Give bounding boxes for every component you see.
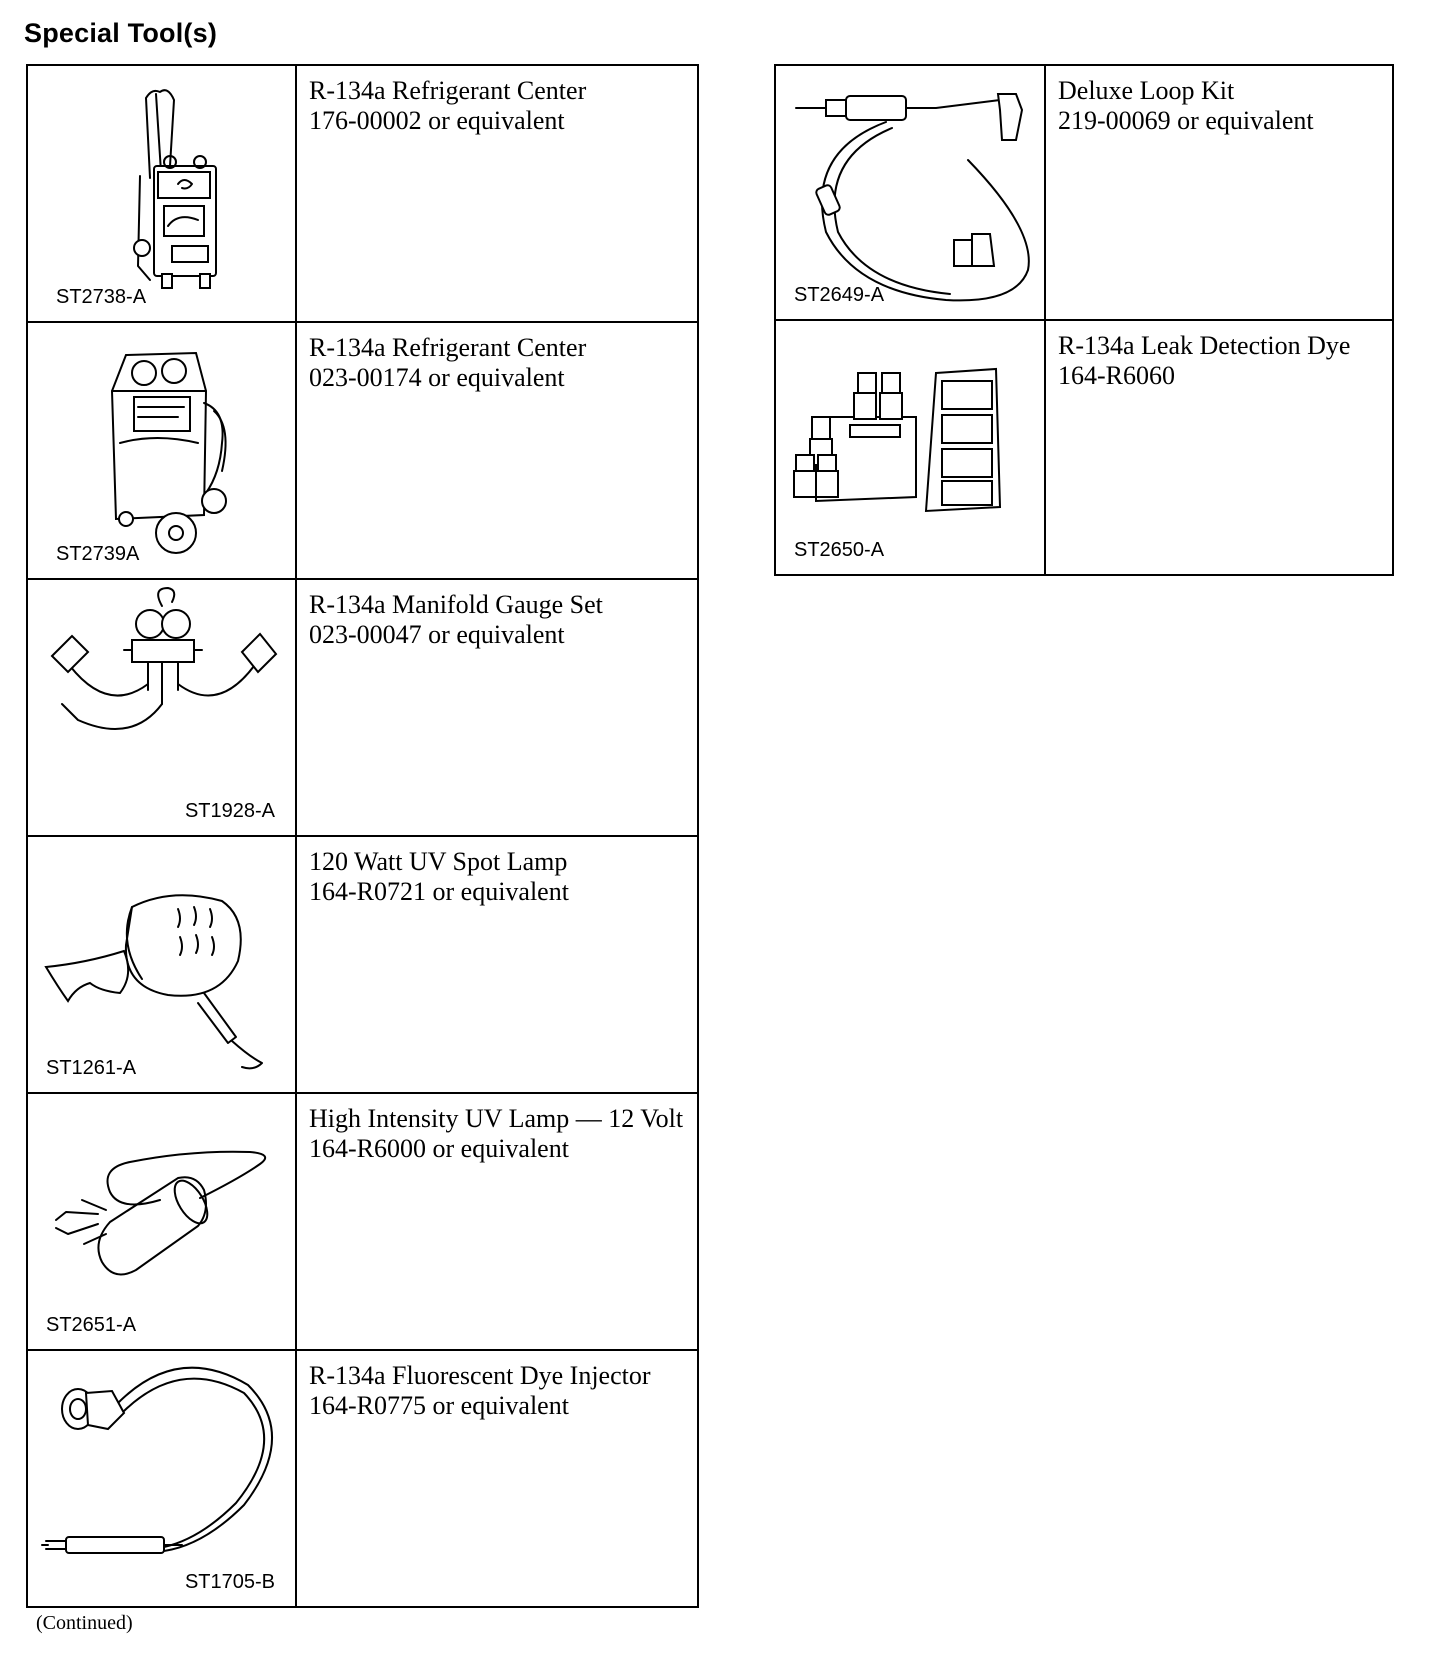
tool-illustration-cell	[27, 1350, 296, 1607]
tool-code: ST2651-A	[46, 1314, 137, 1336]
tool-part-number: 023-00174 or equivalent	[309, 363, 565, 392]
tool-name: Deluxe Loop Kit	[1058, 76, 1235, 105]
tool-description-cell	[296, 579, 698, 836]
tool-row	[775, 320, 1393, 575]
tool-part-number: 164-R6000 or equivalent	[309, 1134, 569, 1163]
tool-illustration-cell	[775, 320, 1045, 575]
tool-code: ST1705-B	[184, 1571, 275, 1593]
tool-name: R-134a Refrigerant Center	[309, 76, 587, 105]
tool-name: R-134a Fluorescent Dye Injector	[309, 1361, 651, 1390]
tool-illustration-cell	[27, 579, 296, 836]
dye-injector-icon	[28, 1351, 295, 1606]
tool-name: R-134a Leak Detection Dye	[1058, 331, 1351, 360]
tool-illustration-cell	[27, 322, 296, 579]
special-tools-table-right	[774, 64, 1394, 576]
tool-code: ST2738-A	[56, 286, 147, 308]
tool-code: ST2650-A	[794, 539, 885, 561]
tool-part-number: 164-R0775 or equivalent	[309, 1391, 569, 1420]
tool-part-number: 164-R6060	[1058, 361, 1175, 390]
refrigerant-center-machine-icon	[28, 323, 295, 578]
tool-row	[27, 836, 698, 1093]
tool-name: R-134a Manifold Gauge Set	[309, 590, 603, 619]
tool-row	[775, 65, 1393, 320]
tool-description-cell	[296, 1093, 698, 1350]
loop-kit-hose-icon	[776, 66, 1044, 319]
tool-part-number: 219-00069 or equivalent	[1058, 106, 1314, 135]
tool-illustration-cell	[27, 65, 296, 322]
tool-name: 120 Watt UV Spot Lamp	[309, 847, 568, 876]
tool-description-cell	[296, 1350, 698, 1607]
tool-part-number: 023-00047 or equivalent	[309, 620, 565, 649]
tool-description-cell	[296, 65, 698, 322]
leak-detection-dye-kit-icon	[776, 321, 1044, 574]
tool-description-cell	[1045, 320, 1393, 575]
tool-code: ST1928-A	[184, 800, 275, 822]
page-title: Special Tool(s)	[24, 18, 218, 48]
special-tools-table-left	[26, 64, 699, 1608]
uv-spot-lamp-icon	[28, 837, 295, 1092]
tool-name: High Intensity UV Lamp — 12 Volt	[309, 1104, 684, 1133]
tool-part-number: 164-R0721 or equivalent	[309, 877, 569, 906]
tool-row	[27, 322, 698, 579]
tool-part-number: 176-00002 or equivalent	[309, 106, 565, 135]
continued-note: (Continued)	[36, 1612, 133, 1634]
refrigerant-center-cart-icon	[28, 66, 295, 321]
manifold-gauge-set-icon	[28, 580, 295, 835]
tool-illustration-cell	[27, 836, 296, 1093]
tool-row	[27, 579, 698, 836]
tool-code: ST2649-A	[794, 284, 885, 306]
tool-description-cell	[296, 322, 698, 579]
tool-row	[27, 1093, 698, 1350]
tool-name: R-134a Refrigerant Center	[309, 333, 587, 362]
tool-description-cell	[296, 836, 698, 1093]
tool-row	[27, 1350, 698, 1607]
tool-illustration-cell	[775, 65, 1045, 320]
high-intensity-uv-lamp-icon	[28, 1094, 295, 1349]
tool-row	[27, 65, 698, 322]
tool-code: ST2739A	[56, 543, 140, 565]
tool-illustration-cell	[27, 1093, 296, 1350]
tool-code: ST1261-A	[46, 1057, 137, 1079]
tool-description-cell	[1045, 65, 1393, 320]
